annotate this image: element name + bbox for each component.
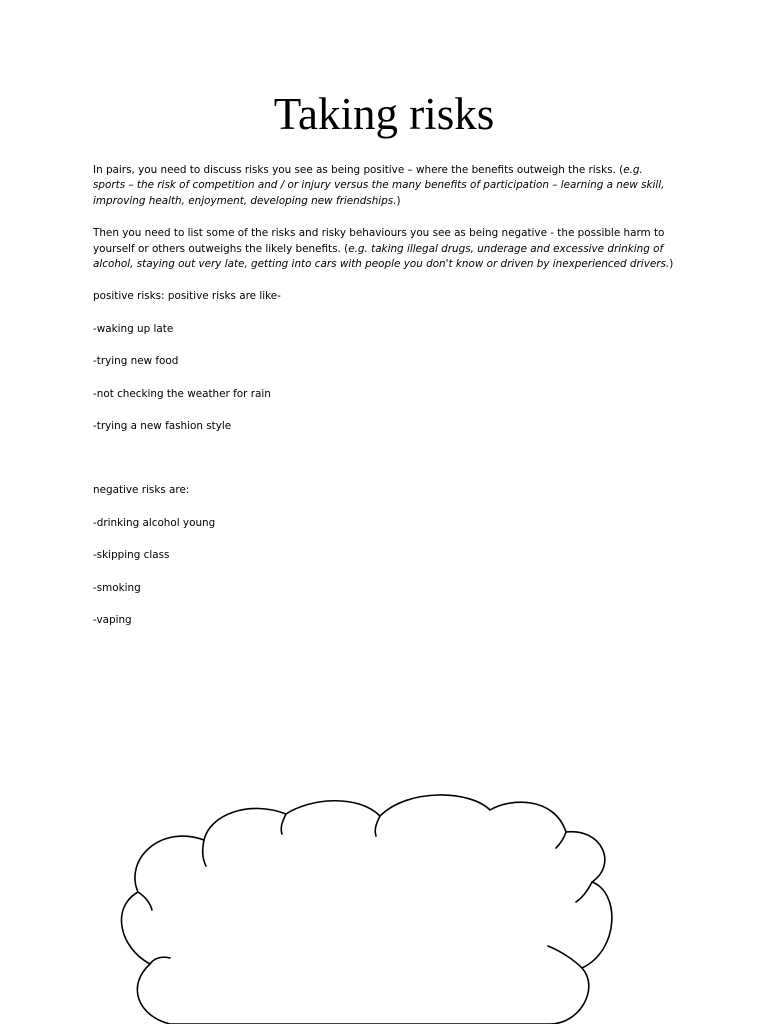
- intro-paragraph-2-text: Then you need to list some of the risks and risky behaviours you see as being negative - the possible harm to yourself or others outweighs the likely benefits. (: [93, 227, 665, 255]
- negative-risk-item: -drinking alcohol young: [93, 516, 216, 529]
- cloud-outline: [121, 795, 611, 1024]
- negative-risk-item: -skipping class: [93, 549, 170, 562]
- cloud-fold: [375, 816, 380, 836]
- positive-risk-item: -waking up late: [93, 322, 174, 335]
- intro-paragraph-1-example: e.g. sports – the risk of competition and / or injury versus the many benefits of participation – learning a new skill, improving health, enjoyment, developing new friendships.: [93, 164, 665, 207]
- cloud-fold: [576, 882, 592, 902]
- cloud-fold: [556, 832, 566, 848]
- thought-cloud-shape: [110, 780, 630, 1024]
- cloud-fold: [203, 840, 206, 866]
- negative-risk-item: -vaping: [93, 614, 132, 627]
- intro-paragraph-1: [93, 163, 675, 209]
- intro-paragraph-2: [93, 226, 675, 272]
- section-spacer: [93, 451, 675, 483]
- positive-risks-heading: positive risks: positive risks are like-: [93, 290, 281, 303]
- intro-paragraph-2-close: ): [669, 258, 674, 271]
- positive-risk-item: -not checking the weather for rain: [93, 387, 271, 400]
- positive-risk-item: -trying a new fashion style: [93, 420, 232, 433]
- intro-paragraph-2-example: e.g. taking illegal drugs, underage and excessive drinking of alcohol, staying out very late, getting into cars with people you don't know or driven by inexperienced drivers.: [93, 242, 670, 271]
- page-title: Taking risks: [273, 89, 495, 139]
- intro-paragraph-1-text: In pairs, you need to discuss risks you see as being positive – where the benefits outweigh the risks. (: [93, 164, 624, 176]
- cloud-fold: [281, 814, 286, 834]
- intro-paragraph-1-close: ): [396, 194, 401, 207]
- negative-risk-item: -smoking: [93, 581, 141, 594]
- document-body: [93, 163, 675, 646]
- negative-risks-heading: negative risks are:: [93, 484, 190, 497]
- cloud-fold: [548, 946, 582, 968]
- positive-risk-item: -trying new food: [93, 355, 179, 368]
- cloud-fold: [138, 892, 152, 910]
- cloud-fold: [150, 957, 170, 964]
